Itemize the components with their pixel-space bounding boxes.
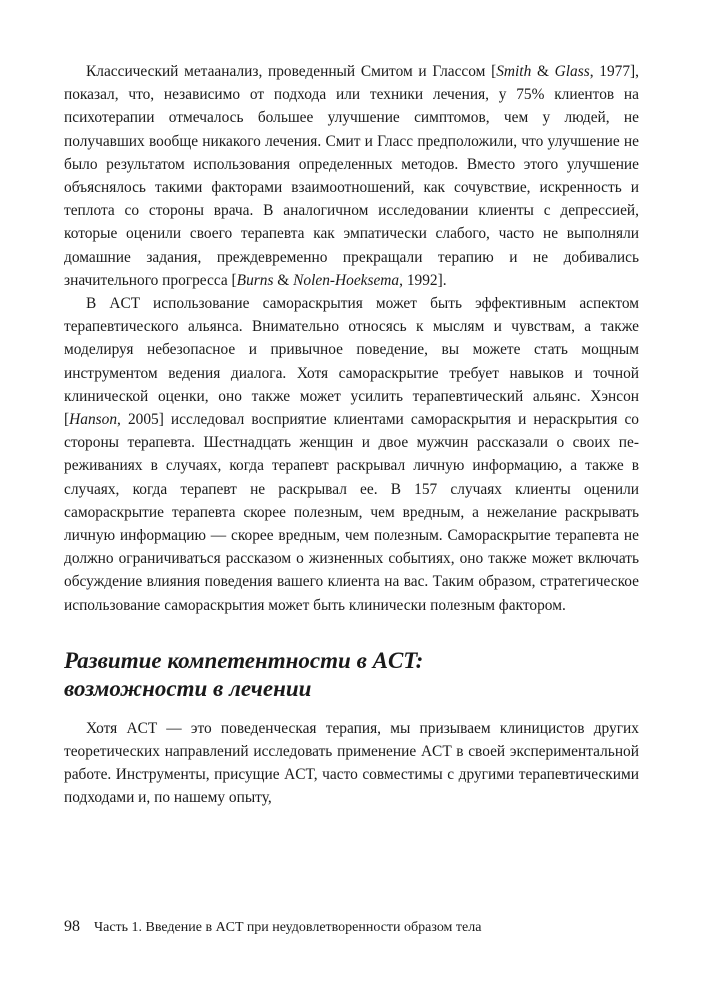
paragraph-3-text-1: Хотя ACT — это поведенческая терапия, мы призываем клиницистов других теоретических направлений исследовать применение ACT в своей экспериментальной работе. Инструменты, присущие ACT, часто совместимы с другими терапевтическими подходами и, по нашему опыту, (64, 719, 639, 807)
paragraph-1-text-4: & (273, 271, 294, 289)
paragraph-2 (64, 292, 639, 617)
citation-glass: Glass (554, 63, 590, 80)
section-heading-line-1: Развитие компетентности в ACT: (64, 647, 424, 673)
section-heading-line-2: возможности в лечении (64, 675, 312, 701)
page-number: 98 (64, 918, 80, 935)
citation-nolen-hoeksema: Nolen-Hoeksema (293, 271, 400, 289)
section-heading (64, 647, 639, 703)
paragraph-1-text-1: Классический метаанализ, проведенный Смитом и Глассом [ (86, 63, 497, 80)
page-footer (64, 917, 639, 938)
running-title: Часть 1. Введение в ACT при неудовлетворенности образом тела (94, 920, 482, 935)
citation-smith: Smith (496, 63, 532, 80)
paragraph-1-text-2: & (531, 63, 555, 80)
paragraph-1 (64, 60, 639, 292)
citation-burns: Burns (236, 271, 274, 289)
paragraph-3 (64, 717, 639, 810)
citation-hanson: Hanson (69, 411, 118, 429)
paragraph-1-text-5: , 1992]. (399, 271, 447, 289)
page-body (64, 60, 639, 810)
paragraph-1-text-3: , 1977], показал, что, независимо от подхода или техники лечения, у 75% клиентов на психотерапии отмечалось большее улучшение симптомов, чем у людей, не получавших вообще никакого лечения. Смит и Гласс предположили, что улучшение не было результатом использования определенных методов. Вместо этого улучшение объяснялось такими факторами взаимоотношений, как сочувствие, искренность и теплота со стороны врача. В аналогичном исследовании клиенты с депрессией, которые оценили своего терапевта как эмпатически слабого, часто не выполняли домашние задания, преждевременно прекращали терапию и не добивались значительного прогресса [ (64, 63, 640, 289)
paragraph-2-text-2: , 2005] исследовал восприятие клиентами самораскрытия и нераскрытия со стороны терапевта. Шестнадцать женщин и двое мужчин рассказали о своих переживаниях в случаях, когда терапевт раскрывал личную информацию, а также в случаях, когда терапевт не раскрывал ее. В 157 случаях клиенты оценили самораскрытие терапевта скорее полезным, чем вредным, а нежелание раскрывать личную информацию — скорее вредным, чем полезным. Самораскрытие терапевта не должно ограничиваться рассказом о жизненных событиях, оно также может включать обсуждение влияния поведения вашего клиента на вас. Таким образом, стратегическое использование самораскрытия может быть клинически полезным фактором. (64, 411, 639, 614)
paragraph-2-text-1: В ACT использование самораскрытия может быть эффективным аспектом терапевтического альянса. Внимательно относясь к мыслям и чувствам, а также моделируя небезопасное и привычное поведение, вы можете стать мощным инструментом ведения диалога. Хотя самораскрытие требует навыков и точной клинической оценки, оно также может усилить терапевтический альянс. Хэнсон [ (64, 295, 639, 429)
